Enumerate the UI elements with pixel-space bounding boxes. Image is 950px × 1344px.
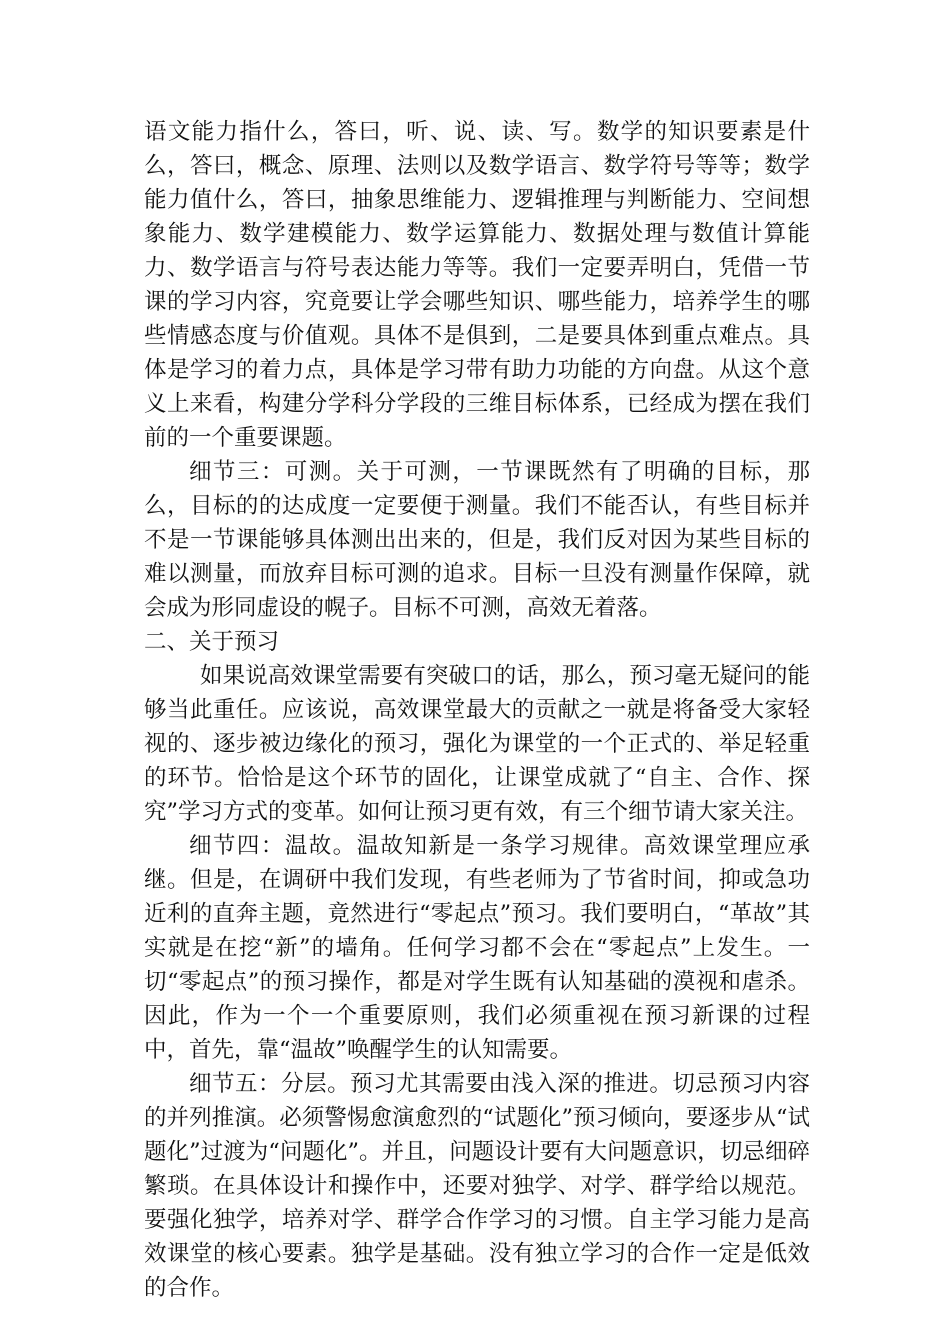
paragraph-detail-three-measurable: 细节三：可测。关于可测，一节课既然有了明确的目标，那么，目标的的达成度一定要便于测量。我们不能否认，有些目标并不是一节课能够具体测出出来的，但是，我们反对因为某些目标的难以测量，而放弃目标可测的追求。目标一旦没有测量作保障，就会成为形同虚设的幌子。目标不可测，高效无着落。 xyxy=(144,459,810,621)
paragraph-preview-intro: 如果说高效课堂需要有突破口的话，那么，预习毫无疑问的能够当此重任。应该说，高效课堂最大的贡献之一就是将备受大家轻视的、逐步被边缘化的预习，强化为课堂的一个正式的、举足轻重的环节。恰恰是这个环节的固化，让课堂成就了“自主、合作、探究”学习方式的变革。如何让预习更有效，有三个细节请大家关注。 xyxy=(144,663,810,825)
paragraph-detail-five-layering: 细节五：分层。预习尤其需要由浅入深的推进。切忌预习内容的并列推演。必须警惕愈演愈烈的“试题化”预习倾向，要逐步从“试题化”过渡为“问题化”。并且，问题设计要有大问题意识，切忌细碎繁琐。在具体设计和操作中，还要对独学、对学、群学给以规范。要强化独学，培养对学、群学合作学习的习惯。自主学习能力是高效课堂的核心要素。独学是基础。没有独立学习的合作一定是低效的合作。 xyxy=(144,1071,810,1301)
paragraph-detail-four-review: 细节四：温故。温故知新是一条学习规律。高效课堂理应承继。但是，在调研中我们发现，有些老师为了节省时间，抑或急功近利的直奔主题，竟然进行“零起点”预习。我们要明白，“革故”其实就是在挖“新”的墙角。任何学习都不会在“零起点”上发生。一切“零起点”的预习操作，都是对学生既有认知基础的漠视和虐杀。因此，作为一个一个重要原则，我们必须重视在预习新课的过程中，首先，靠“温故”唤醒学生的认知需要。 xyxy=(144,833,810,1063)
paragraph-ability-definitions: 语文能力指什么，答曰，听、说、读、写。数学的知识要素是什么，答曰，概念、原理、法则以及数学语言、数学符号等等；数学能力值什么，答曰，抽象思维能力、逻辑推理与判断能力、空间想象能力、数学建模能力、数学运算能力、数据处理与数值计算能力、数学语言与符号表达能力等等。我们一定要弄明白，凭借一节课的学习内容，究竟要让学会哪些知识、哪些能力，培养学生的哪些情感态度与价值观。具体不是俱到，二是要具体到重点难点。具体是学习的着力点，具体是学习带有助力功能的方向盘。从这个意义上来看，构建分学科分学段的三维目标体系，已经成为摆在我们前的一个重要课题。 xyxy=(144,119,810,451)
section-heading-preview: 二、关于预习 xyxy=(144,629,280,655)
document-body xyxy=(144,115,810,1305)
